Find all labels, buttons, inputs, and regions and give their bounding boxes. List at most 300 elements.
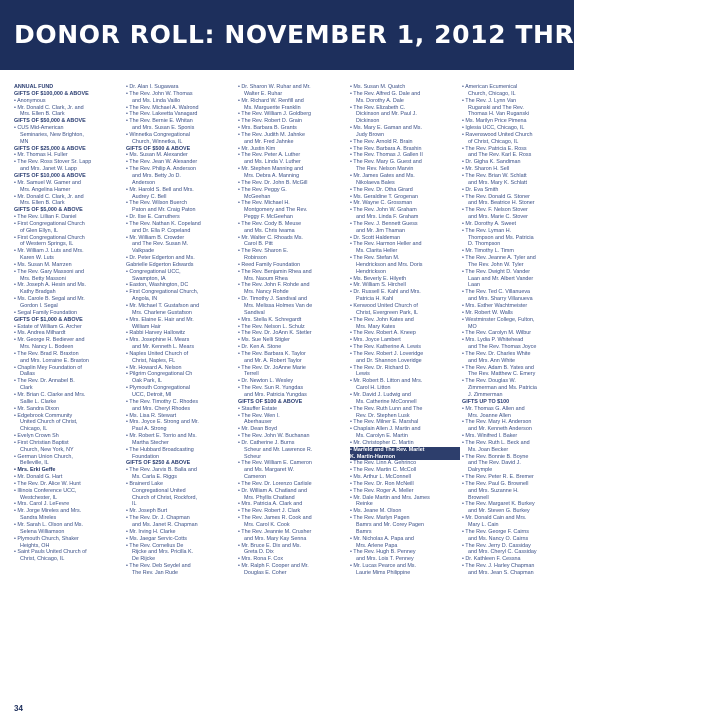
donor-line: • Ms. Mary E. Gaman and Ms. [350,125,422,132]
donor-line: • The Rev. John F. Rohde and [238,282,310,289]
donor-line: and The Rev. Thomas Joyce [468,344,537,351]
donor-line: • The Rev. J. Bennett Guess [350,220,418,227]
donor-line: • The Rev. Carolyn M. Wilbur [462,330,532,337]
donor-line: • Mr. Ralph F. Cooper and Mr. [238,563,309,570]
donor-line: • Easton, Washington, DC [126,282,189,289]
donor-line: De Rijcke [132,556,156,563]
donor-line: • The Rev. Timothy C. Rhodes [126,398,199,405]
donor-line: • Chaplin Mey Foundation of [14,364,82,371]
donor-line: • Mr. Michael T. Gustafson and [126,303,200,309]
donor-column-3 [238,84,348,696]
gift-level-heading: GIFTS OF $500 & ABOVE [126,145,191,152]
donor-line: Laan and Mr. Albert Vander [468,275,534,282]
donor-line: and Mrs. Lorraine E. Braxton [20,357,89,364]
donor-line: Westchester, IL [20,494,58,501]
donor-line: • The Rev. Barbara K. Taylor [238,350,306,357]
donor-line: Laurie Mims Philippine [356,569,411,576]
donor-line: • The Rev. Brian W. Schlatt [462,172,527,179]
donor-line: Church, Winnetka, IL [132,138,183,145]
donor-line: • The Rev. Ruth Lunn and The [350,405,423,412]
donor-line: • Mr. Thomas G. Allen and [462,405,525,412]
donor-line: Ms. Catherine McConnell [356,398,417,405]
donor-line: • Mr. Robert B. Litton and Mrs. [350,378,423,385]
donor-line: • The Rev. Deb Seydel and [126,563,191,570]
donor-line: • The Rev. Mary G. Guest and [350,159,422,166]
donor-line: • Mrs. Winifred I. Baker [462,433,518,440]
donor-line: • The Rev. Philip A. Anderson [126,166,197,173]
donor-line: Mrs. Joanne Allen [468,412,511,419]
donor-line: • The Rev. George F. Cairns [462,528,529,535]
donor-line: Lewis [356,371,370,378]
donor-line: Peggy F. McGeehan [244,214,293,221]
donor-line: Church, New York, NY [20,446,74,453]
donor-line: Mrs. Angelina Hamer [20,186,71,193]
donor-line: Church, Chicago, IL [468,90,516,97]
donor-line: • Mr. William B. Crowder [126,234,185,241]
donor-line: Scheur and Mr. Lawrence R. [244,446,313,453]
donor-line: • Rabbi Harvey Hallowitz [126,330,186,337]
donor-line: Mrs. Mary Kates [356,323,396,330]
donor-line: • Marfeld and The Rev. Marlet [350,447,460,454]
donor-line: and Mr. Fred Jahnke [244,138,294,145]
donor-line: Heights, OH [20,542,50,549]
donor-line: Sandra Mireles [20,515,57,522]
donor-line: Walter E. Ruhar [244,90,283,97]
donor-line: • Mr. Thomas H. Fuller [14,152,68,159]
donor-line: Reinke [356,501,373,508]
donor-line: • Mr. Howard A. Nelson [126,364,182,371]
donor-line: Cameron [244,474,267,481]
donor-line: • Reed Family Foundation [238,261,301,268]
donor-line: • Mr. Joseph A. Hesin and Ms. [14,282,86,289]
donor-line: • Mr. Joseph Burt [126,508,168,515]
donor-line: • The Rev. Dwight D. Vander [462,268,531,275]
donor-line: • The Rev. Dr. John B. McGill [238,179,308,186]
donor-line: Belleville, IL [20,460,49,467]
donor-line: • Ms. Jeane M. Olson [350,508,402,515]
donor-line: • The Rev. Margaret K. Burkey [462,501,535,508]
donor-line: Judy Brown [356,131,385,138]
donor-line: • Plymouth Church, Shaker [14,535,79,542]
donor-line: • Dr. Kathleen F. Cessna [462,556,521,563]
donor-line: McGeehan [244,193,271,200]
donor-line: • German Union Church, [14,453,73,460]
donor-line: • Ms. Marilyn Price Pimena [462,118,527,125]
page-number: 34 [14,704,23,713]
donor-line: • The Rev. John W. Thomas [126,90,193,97]
donor-line: Mary L. Cain [468,522,499,528]
donor-line: and Mrs. Suzanne H. [468,487,519,494]
donor-line: • Estate of William G. Archer [14,323,82,330]
donor-line: Karen W. Luts [20,255,54,262]
donor-line: and Mrs. Lois T. Penney [356,556,414,563]
donor-line: • Mr. Lucas Pearce and Ms. [350,563,417,570]
donor-line: Scheur [244,453,262,460]
donor-line: • The Rev. Michael H. [238,200,290,207]
donor-line: • Mr. Justin Kim [238,145,276,152]
donor-line: • Ms. Lisa R. Stewart [126,412,177,419]
donor-line: • The Rev. Harmon Heller and [350,241,422,248]
donor-line: • The Rev. Dr. JoAnne Marie [238,364,306,371]
donor-line: Mrs. Ellen B. Clark [20,200,65,207]
donor-line: Mrs. Debra A. Manning [244,172,300,179]
donor-line: • Mrs. Josephine H. Mears [126,337,190,344]
donor-line: and Mrs. Betty Jo D. [132,172,181,179]
donor-line: • Mr. George R. Bediever and [14,337,85,344]
donor-line: • Mrs. Erki Geffe [14,467,56,474]
donor-line: • Ms. Arthur L. McConnell [350,474,411,481]
donor-column-4 [350,84,460,696]
gift-level-heading: GIFTS OF $50,000 & ABOVE [14,118,86,125]
donor-line: • The Rev. Wen I. [238,412,280,419]
donor-line: and Mrs. Janet W. Lapp [20,166,77,173]
donor-line: • The Rev. Cody B. Meuse [238,220,302,227]
donor-line: • The Rev. Bernie E. Whitan [126,118,193,125]
donor-line: • The Rev. Cornelius De [126,542,184,549]
donor-line: Aberhauser [244,419,272,426]
donor-line: Paton and Mr. Craig Paton [132,207,196,214]
donor-line: Montgomery and The Rev. [244,207,308,214]
donor-line: • Ms. Sue Nelli Stigler [238,337,290,344]
donor-line: The Rev. Jan Rude [132,569,179,576]
donor-line: Bamrs and Mr. Corey Pagen [356,522,425,528]
donor-line: Ms. Carla E. Riggs [132,474,177,481]
donor-line: • Mr. Dale Martin and Mrs. James [350,494,430,501]
donor-line: of Western Springs, IL [20,241,74,248]
donor-line: Angola, IN [132,296,158,303]
donor-line: and Mr. A. Robert Taylor [244,357,302,364]
donor-line: Seminaries, New Brighton, [20,131,84,138]
donor-line: Congregational United [132,487,186,494]
donor-line: • Ms. Jaegar Servic-Cotts [126,535,187,542]
donor-line: • The Rev. Alfred G. Dale and [350,90,421,97]
donor-line: • The Rev. John Kates and [350,316,414,323]
donor-line: Dickinson [356,118,380,125]
donor-line: and Mrs. Mary Kay Senna [244,535,307,542]
donor-line: • Mr. Donald G. Hart [14,474,63,481]
donor-line: • The Rev. Elizabeth C. [350,104,406,111]
donor-line: • Saint Pauls United Church of [14,549,87,556]
donor-line: • The Rev. Robert J. Loveridge [350,350,424,357]
gift-level-heading: GIFTS OF $100 & ABOVE [238,398,303,405]
donor-line: Christ, Naples, FL [132,357,176,364]
donor-line: and The Rev. David J. [468,460,521,467]
donor-line: • Mrs. Joyce Lambert [350,337,401,344]
donor-line: and Ms. Linda Vaillo [132,97,181,104]
donor-line: and Ms. Margaret W. [244,467,295,474]
donor-line: • The Rev. Paul G. Brownell [462,480,529,487]
donor-line: • Mrs. Carol J. LeFevre [14,501,70,508]
donor-line: • Mr. William J. Luts and Mrs. [14,248,84,255]
donor-line: Patricia H. Kahl [356,296,394,303]
donor-line: • Ms. Carole B. Segal and Mr. [14,296,85,303]
donor-line: • The Rev. Dr. Annabel B. [14,378,75,385]
donor-line: • The Rev. Nelson L. Schulz [238,323,305,330]
donor-line: • Mr. Jorge Mireles and Mrs. [14,508,82,515]
donor-line: and Mr. Kenneth Anderson [468,426,532,433]
donor-line: Audrey C. Bell [132,193,167,200]
donor-line: Greta D. Dix [244,549,274,556]
donor-line: and Mrs. Cheryl C. Cassiday [468,549,537,556]
donor-line: Hendrickson [356,268,386,275]
donor-line: D. Thompson [468,241,501,248]
donor-line: • The Rev. Jean W. Alexander [126,159,198,166]
donor-line: • Ms. Susan M. Marrzen [14,261,72,268]
donor-line: Mrs. Nancy L. Bodeen [20,344,74,351]
donor-roll-columns [14,84,566,696]
donor-line: • The Rev. Ted C. Villanueva [462,289,531,296]
donor-line: • The Rev. J. Lynn Van [462,97,517,104]
donor-line: Robinson [244,255,267,262]
donor-line: • Mr. Donald C. Clark, Jr. and [14,104,84,111]
donor-column-2 [126,84,236,696]
donor-line: • Pilgrim Congregational Ch [126,371,193,378]
donor-line: • The Rev. Mary H. Anderson [462,419,532,426]
donor-line: • Ms. Susan M. Alexander [126,152,188,159]
donor-line: Selena Williamson [20,528,65,535]
donor-line: Brownell [468,494,489,501]
donor-line: • The Rev. Martin C. McColl [350,467,417,474]
donor-line: Terrell [244,371,259,378]
donor-line: Church of Christ, Rockford, [132,494,198,501]
donor-line: • Mr. Christopher C. Martin [350,439,414,446]
donor-line: • Mr. Dorothy A. Sweet [462,220,517,227]
donor-line: Mrs. Melissa Holmes Van de [244,303,313,309]
donor-line: • Mr. Richard W. Renfill and [238,97,304,104]
donor-line: Mrs. Nancy Rohde [244,289,289,296]
donor-line: Sallie L. Clarke [20,398,57,405]
donor-line: Douglas E. Coher [244,569,287,576]
donor-line: of Christ, Chicago, IL [468,138,519,145]
donor-line: • The Rev. Thomas J. Gallen II [350,152,423,159]
donor-line: • The Rev. Jeannie M. Crusher [238,528,312,535]
donor-line: • Mr. Harold S. Bell and Mrs. [126,186,194,193]
donor-line: • Chaplain Allen J. Martin and [350,426,421,433]
donor-line: and The Rev. Karl E. Ross [468,152,532,159]
donor-line: Christ, Evergreen Park, IL [356,309,419,316]
donor-line: • Mrs. Elaine E. Hair and Mr. [126,316,194,323]
donor-line: • The Rev. Robert D. Grain [238,118,303,125]
donor-line: • Dr. Eva Smith [462,186,499,193]
donor-line: • The Rev. Robert A. Kneep [350,330,416,337]
donor-line: • Mr. Brian C. Clarke and Mrs. [14,391,86,398]
donor-line: Bamrs [356,528,372,535]
donor-line: • The Rev. Linn A. Gehrinco [350,460,417,467]
donor-line: • Dr. Alan I. Sugawara [126,84,179,90]
donor-line: • The Rev. F. Nelson Stover [462,207,528,214]
donor-line: • The Rev. Dr. Lorenzo Carlisle [238,480,312,487]
donor-line: Ms. Dorothy A. Dale [356,97,404,104]
donor-line: • Plymouth Congregational [126,385,190,392]
donor-line: and Mrs. Jean S. Chapman [468,569,534,576]
donor-line: • Mrs. Esther Wachtmeister [462,303,528,309]
page-title: DONOR ROLL: NOVEMBER 1, 2012 THROUGH AP [14,20,708,49]
donor-line: • The Rev. Douglas W. [462,378,516,385]
donor-line: • Mrs. Patricia A. Clark and [238,501,303,508]
donor-line: • Dr. Ilse E. Carruthers [126,214,180,221]
donor-line: Ruganski and The Rev. [468,104,524,111]
donor-line: • CUS Mid-American [14,125,64,132]
donor-line: Carol B. Pitt [244,241,273,248]
donor-line: • Dr. Sharon W. Ruhar and Mr. [238,84,311,90]
donor-line: • Segal Family Foundation [14,309,78,316]
donor-line: • The Rev. Dr. Ron McNeill [350,480,414,487]
donor-line: • First Congregational Church [14,234,85,241]
donor-line: • The Rev. Sharon E. [238,248,289,255]
donor-line: • Dr. Peter Edgerton and Ms. [126,255,195,262]
donor-line: • The Rev. Jerry D. Cassiday [462,542,531,549]
donor-line: • The Rev. Ruth L. Beck and [462,439,530,446]
donor-line: • The Rev. Adam B. Yates and [462,364,534,371]
donor-line: Dallas [20,371,35,378]
donor-line: • Winnetka Congregational [126,131,190,138]
donor-line: Dickinson and Mr. Paul J. [356,111,417,118]
donor-line: • First Christian Baptist [14,439,69,446]
gift-level-heading: GIFTS OF $10,000 & ABOVE [14,172,86,179]
donor-line: • Dr. William A. Chatland and [238,487,307,494]
donor-line: • Mrs. Lydia P. Whitehead [462,337,524,344]
donor-line: • The Rev. Brad R. Braxton [14,350,79,357]
donor-line: and Mrs. Ann White [468,357,516,364]
donor-line: • Congregational UCC, [126,268,181,275]
donor-line: • The Rev. John W. Buchanan [238,433,310,440]
donor-line: • The Rev. James R. Cook and [238,515,312,522]
donor-column-5 [462,84,572,696]
donor-column-1 [14,84,124,696]
donor-line: • The Rev. Stefan M. [350,255,400,262]
donor-line: • Mr. Donald Cain and Mrs. [462,515,527,522]
donor-line: UCC, Detroit, MI [132,391,172,398]
donor-line: and Mr. Jim Thaman [356,227,406,234]
donor-line: • The Rev. Dr. JoAnn K. Stetler [238,330,312,337]
donor-line: William Hair [132,323,161,330]
donor-line: Dalrymple [468,467,493,474]
donor-line: • First Congregational Church [14,220,85,227]
donor-line: Hendrickson and Mrs. Doris [356,261,423,268]
donor-line: Valkpade [132,248,155,255]
donor-line: Martha Stecher [132,439,169,446]
donor-line: • The Hubbard Broadcasting [126,446,194,453]
donor-line: Gordon I. Segal [20,303,58,309]
donor-line: • Dr. Scott Haldeman [350,234,401,241]
donor-line: and Mrs. Cheryl Rhodes [132,405,191,412]
donor-line: • American Ecumenical [462,84,518,90]
donor-line: and Mr. Steven G. Burkey [468,508,530,515]
donor-line: Mrs. Charlene Gustafson [132,309,192,316]
donor-line: Carol H. Litton [356,385,391,392]
donor-line: • The Rev. Lakeetta Vanagard [126,111,198,118]
donor-line: and Dr. Ella P. Copeland [132,227,191,234]
donor-line: • Iglesia UCC, Chicago, IL [462,125,525,132]
donor-line: • The Rev. Roger A. Meller [350,487,414,494]
donor-line: • The Rev. Dr. Alice W. Hunt [14,480,81,487]
donor-line: • Mr. Stephen Manning and [238,166,304,173]
donor-line: • The Rev. Katherine A. Lewis [350,344,421,351]
donor-line: • Westminster College, Fulton, [462,316,535,323]
donor-line: • The Rev. Ross Stover Sr. Lapp [14,159,92,166]
donor-line: • Naples United Church of [126,350,189,357]
donor-line: • Mr. Timothy L. Timm [462,248,514,255]
donor-line: • Mr. David J. Ludwig and [350,391,411,398]
donor-line: and Mrs. Sharry Villanueva [468,296,533,303]
donor-line: • Mr. Nicholas A. Papa and [350,535,414,542]
donor-line: and Mrs. Susan E. Sponis [132,125,195,132]
donor-line: • The Rev. Dr. Richard D. [350,364,411,371]
donor-line: • The Rev. Milner E. Marshal [350,419,419,426]
donor-line: • Anonymous [14,97,46,104]
donor-line: • Mr. Walter C. Rhoads Ms. [238,234,303,241]
gift-level-heading: GIFTS OF $25,000 & ABOVE [14,145,86,152]
donor-line: Mrs. Ellen B. Clark [20,111,65,118]
donor-line: Kathy Bradgah [20,289,56,296]
donor-line: Mrs. Betty Massoni [20,275,66,282]
donor-line: • Mr. Donald C. Clark, Jr. and [14,193,84,200]
donor-line: • Dr. Timothy J. Sandival and [238,296,308,303]
donor-line: Ms. Carolyn E. Martin [356,433,408,440]
donor-line: • Dr. Russell E. Kahl and Mrs. [350,289,421,296]
donor-line: • Kenwood United Church of [350,303,418,309]
donor-line: • Brainerd Lake [126,480,163,487]
donor-line: • Ms. Beverly E. Hilyeth [350,275,407,282]
donor-line: and Mrs. Beatrice H. Stoner [468,200,535,207]
donor-line: • The Rev. Gary Massoni and [14,268,84,275]
gift-level-heading: GIFTS OF $250 & ABOVE [126,460,191,467]
donor-line: Christ, Chicago, IL [20,556,65,563]
donor-line: • Ms. Susan M. Quatch [350,84,406,90]
donor-line: The Rev. Matthew C. Emery [468,371,536,378]
donor-line: Ms. Joan Becker [468,446,509,453]
donor-line: • Mr. Sharon H. Sell [462,166,510,173]
donor-line: and Ms. Chris Iwama [244,227,295,234]
donor-line: and Dr. Shannon Loveridge [356,357,422,364]
donor-line: • The Rev. Donald G. Stoner [462,193,530,200]
donor-line: • The Rev. Michael A. Walrond [126,104,199,111]
donor-line: • Mrs. Stella K. Schregardt [238,316,302,323]
donor-line: • Mr. Irving H. Clarke [126,528,176,535]
donor-line: • Mr. James Gates and Ms. [350,172,415,179]
donor-line: • Stauffer Estate [238,405,277,412]
donor-line: MO [468,323,477,330]
donor-line: • Dr. Newton L. Wesley [238,378,294,385]
donor-line: • Mr. Sandra Dixon [14,405,60,412]
donor-line: Thompson and Ms. Patricia [468,234,534,241]
donor-line: • The Rev. Jarvis B. Balla and [126,467,197,474]
donor-line: Paul A. Strong [132,426,167,433]
donor-line: Ms. Clarita Heller [356,248,398,255]
donor-line: Rev. Dr. Stephen Lusk [356,412,410,419]
donor-line: Oak Park, IL [132,378,162,385]
donor-line: Foundation [132,453,159,460]
donor-line: • The Rev. Dr. J. Chapman [126,515,190,522]
donor-line: • The Rev. Peter A. Luther [238,152,301,159]
donor-line: • The Rev. Robert J. Clark [238,508,301,515]
donor-line: Ms. Marguerite Franklin [244,104,301,111]
donor-line: • The Rev. Marlyn Pagen [350,515,410,522]
donor-line: • Ms. Andrea Milhardt [14,330,66,337]
donor-line: • Mr. Dean Boyd [238,426,278,433]
header-banner [0,0,708,70]
donor-line: The Rev. John W. Tyler [468,261,524,268]
donor-line: • Mrs. Rona F. Cox [238,556,284,563]
gift-level-heading: GIFTS OF $1,000 & ABOVE [14,316,83,323]
donor-line: • Mr. Bruce E. Dix and Ms. [238,542,301,549]
donor-line: • Mr. Wayne C. Grossman [350,200,413,207]
donor-line: • Illinois Conference UCC, [14,487,77,494]
donor-line: and Mrs. Marie C. Stover [468,214,528,221]
donor-line: J. Zimmerman [468,391,503,398]
donor-line: Zimmerman and Ms. Patricia [468,385,537,392]
donor-line: • The Rev. Dr. Otha Girard [350,186,413,193]
